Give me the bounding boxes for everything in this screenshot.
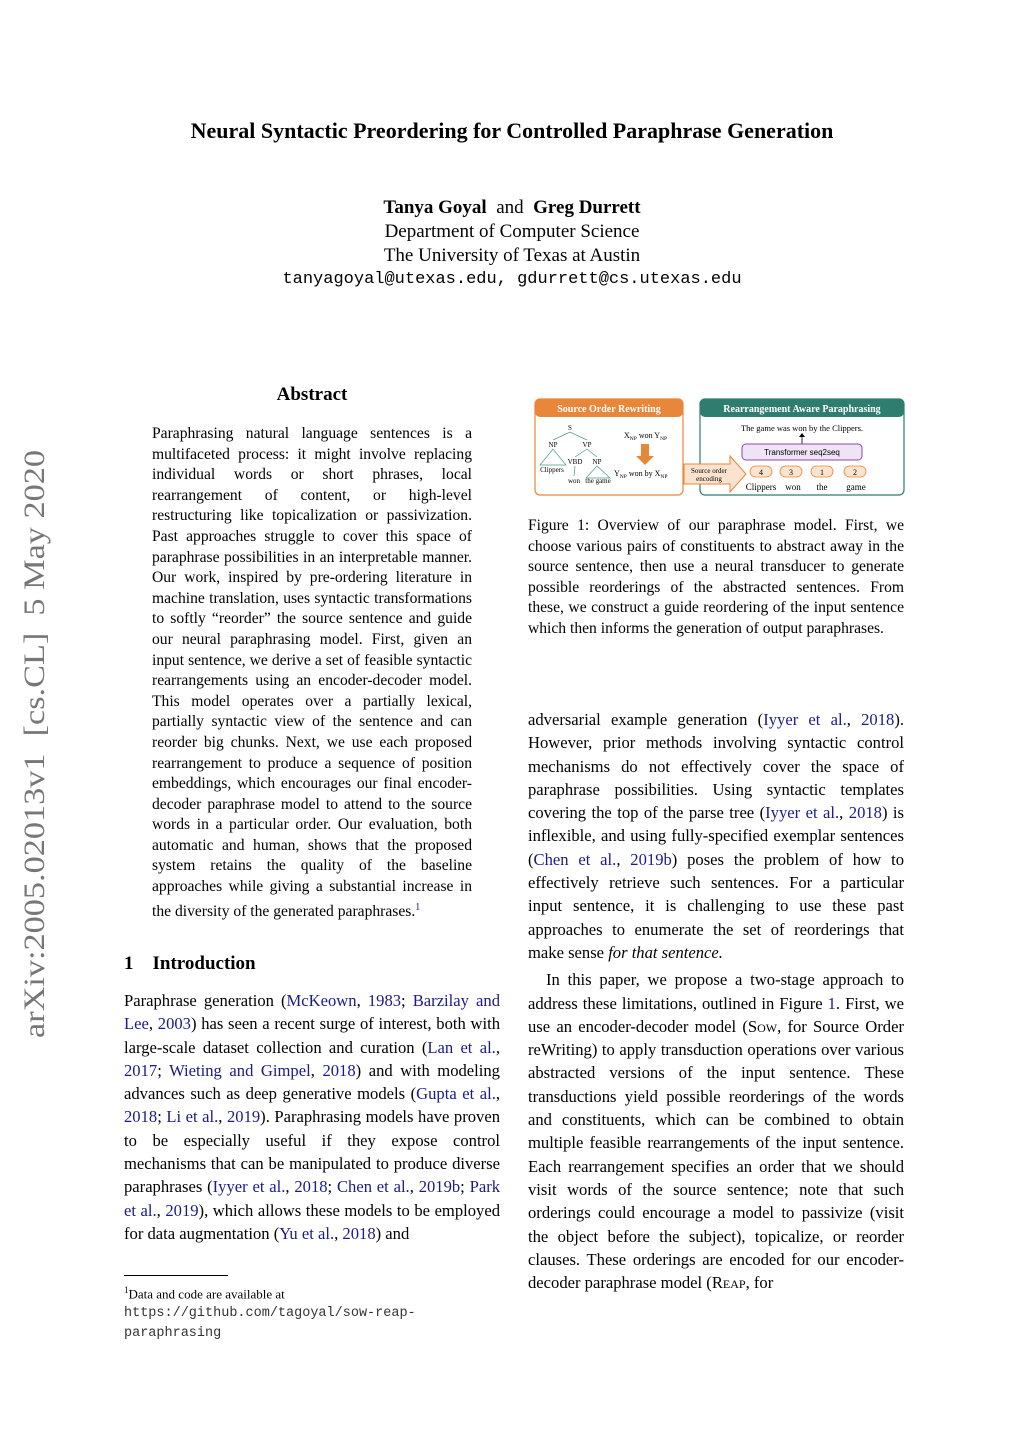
citation-link[interactable]: 2017 bbox=[124, 1060, 158, 1080]
text: ) and with modeling advances such as deep generative models ( bbox=[124, 1060, 500, 1104]
token: the bbox=[816, 482, 828, 492]
citation-link[interactable]: Gupta et al. bbox=[416, 1084, 496, 1104]
text: ; bbox=[460, 1177, 470, 1197]
author-university: The University of Texas at Austin bbox=[383, 245, 641, 266]
text: In this paper, we propose a two-stage approach to address these limitations, outlined in Figure bbox=[528, 970, 904, 1013]
text: ), which allows these models to be employed for data augmentation ( bbox=[124, 1200, 501, 1243]
text: , bbox=[285, 1177, 295, 1197]
down-arrow-shaft bbox=[641, 444, 649, 456]
citation-link[interactable]: 2018 bbox=[848, 803, 882, 823]
citation-link[interactable]: 2018 bbox=[124, 1107, 158, 1127]
citation-link[interactable]: 2019 bbox=[226, 1107, 261, 1127]
citation-link[interactable]: Iyyer et al. bbox=[763, 710, 847, 729]
text: adversarial example generation ( bbox=[528, 710, 764, 729]
section-title: Introduction bbox=[152, 953, 256, 974]
text: ) is inflexible, and using fully-specified exemplar sentences ( bbox=[528, 803, 904, 869]
text: , bbox=[156, 1200, 166, 1220]
figure-link[interactable]: 1 bbox=[827, 993, 836, 1013]
abstract-heading: Abstract bbox=[276, 384, 348, 405]
intro-paragraph bbox=[124, 989, 500, 1245]
tree-leaf: the game bbox=[585, 477, 611, 485]
emphasis: for that sentence. bbox=[608, 942, 723, 962]
model-name: Sow bbox=[747, 1016, 778, 1036]
position-value: 4 bbox=[759, 468, 763, 477]
author-block bbox=[0, 196, 1024, 292]
tree-leaf: won bbox=[567, 477, 581, 485]
tree-node: VBD bbox=[567, 458, 583, 466]
text: , bbox=[218, 1107, 227, 1127]
citation-link[interactable]: 2018 bbox=[322, 1060, 356, 1080]
text: , bbox=[495, 1084, 500, 1104]
position-value: 2 bbox=[853, 468, 857, 477]
arxiv-sidebar bbox=[6, 450, 52, 1040]
text: ). Paraphrasing models have proven to be especially useful if they expose control mechanisms that can be manipulated to produce diverse paraphrases ( bbox=[124, 1107, 500, 1197]
citation-link[interactable]: Park et al. bbox=[124, 1177, 501, 1220]
abstract-body bbox=[152, 424, 472, 922]
text: , bbox=[148, 1014, 158, 1034]
author-name: Tanya Goyal bbox=[383, 197, 487, 218]
text: ; bbox=[157, 1107, 167, 1127]
citation-link[interactable]: McKeown bbox=[286, 991, 357, 1010]
footnote-number: 1 bbox=[124, 1285, 129, 1295]
section-number: 1 bbox=[124, 953, 134, 974]
text: ) has seen a recent surge of interest, both with large-scale dataset collection and curation ( bbox=[124, 1014, 501, 1057]
citation-link[interactable]: 2003 bbox=[157, 1014, 191, 1034]
transformer-label: Transformer seq2seq bbox=[764, 448, 840, 457]
citation-link[interactable]: 2019b bbox=[630, 849, 672, 869]
text: , bbox=[356, 991, 368, 1010]
citation-link[interactable]: Wieting and Gimpel bbox=[169, 1060, 311, 1080]
position-value: 3 bbox=[789, 468, 793, 477]
footnote bbox=[124, 1281, 504, 1343]
arrow-label: Source order bbox=[691, 467, 727, 475]
footnote-url-link[interactable]: https://github.com/tagoyal/sow-reap-paraphrasing bbox=[124, 1306, 416, 1342]
author-name: Greg Durrett bbox=[533, 197, 641, 218]
citation-link[interactable]: Chen et al. bbox=[336, 1177, 410, 1197]
footnote-marker[interactable]: 1 bbox=[415, 901, 421, 913]
text: , bbox=[495, 1037, 500, 1057]
citation-link[interactable]: 2019b bbox=[418, 1177, 461, 1197]
citation-link[interactable]: Barzilay and Lee bbox=[124, 991, 500, 1034]
text: , for Source Order reWriting) to apply transduction operations over various abstracted versions of the input sentence. These transductions yield possible reorderings of the words and constituents, which can be combined to obtain multiple feasible rearrangements of the input sentence. Each rearrangement specifies an order that we should visit words of the source sentence; note that such orderings could encourage a model to passivize (visit the object before the subject), topicalize, or reorder clauses. These orderings are encoded for our encoder-decoder paraphrase model ( bbox=[528, 1016, 904, 1293]
abstracted-input: $X_{NP}$ won $Y_{NP}$ bbox=[624, 431, 668, 442]
paragraph bbox=[528, 968, 904, 1294]
paper-title: Neural Syntactic Preordering for Controlled Paraphrase Generation bbox=[190, 118, 834, 143]
abstract-text: Paraphrasing natural language sentences is a multifaceted process: it might involve replacing individual words or short phrases, local rearrangement of content, or high-level restructuring like topicalization or passivization. Past approaches struggle to cover this space of paraphrase possibilities in an interpretable manner. Our work, inspired by pre-ordering literature in machine translation, uses syntactic transformations to softly “reorder” the source sentence and guide our neural paraphrasing model. First, given an input sentence, we derive a set of feasible syntactic rearrangements using an encoder-decoder model. This model operates over a partially lexical, partially syntactic view of the sentence and can reorder big chunks. Next, we use each proposed rearrangement to produce a sequence of position embeddings, which encourages our final encoder-decoder paraphrase model to attend to the source words in a particular order. Our evaluation, both automatic and human, shows that the proposed system retains the quality of the baseline approaches while giving a substantial increase in the diversity of the generated paraphrases. bbox=[152, 425, 472, 920]
citation-link[interactable]: 2018 bbox=[342, 1223, 376, 1243]
text: ) and bbox=[375, 1223, 410, 1243]
citation-link[interactable]: Li et al. bbox=[166, 1107, 219, 1127]
footnote-text: Data and code are available at bbox=[128, 1286, 285, 1302]
right-panel-title: Rearrangement Aware Paraphrasing bbox=[723, 404, 881, 415]
text: , for bbox=[745, 1273, 774, 1293]
text: , bbox=[334, 1223, 343, 1243]
tree-node: S bbox=[568, 424, 572, 432]
text: , bbox=[310, 1060, 323, 1080]
citation-link[interactable]: 2019 bbox=[165, 1200, 199, 1220]
author-and: and bbox=[496, 197, 524, 218]
text: ; bbox=[157, 1060, 170, 1080]
arrow-label: encoding bbox=[696, 475, 722, 483]
text: ; bbox=[327, 1177, 337, 1197]
token: Clippers bbox=[745, 482, 777, 492]
position-value: 1 bbox=[820, 468, 824, 477]
model-name: Reap bbox=[711, 1273, 746, 1293]
citation-link[interactable]: Lan et al. bbox=[427, 1037, 496, 1057]
citation-link[interactable]: 2018 bbox=[294, 1177, 328, 1197]
citation-link[interactable]: Chen et al. bbox=[533, 849, 617, 869]
author-department: Department of Computer Science bbox=[384, 221, 640, 242]
tree-node: NP bbox=[592, 458, 602, 466]
text: ). However, prior methods involving syntactic control mechanisms do not effectively cover the space of paraphrase possibilities. Using syntactic templates covering the top of the parse tree ( bbox=[528, 710, 904, 823]
tree-node: NP bbox=[548, 441, 558, 449]
paragraph bbox=[528, 708, 904, 964]
section-heading bbox=[124, 953, 256, 975]
text: , bbox=[846, 710, 862, 729]
tree-node: VP bbox=[582, 441, 592, 449]
text: . First, we use an encoder-decoder model ( bbox=[528, 993, 905, 1036]
token: won bbox=[785, 482, 801, 492]
arxiv-identifier: arXiv:2005.02013v1 [cs.CL] 5 May 2020 bbox=[18, 523, 51, 1038]
text: , bbox=[409, 1177, 419, 1197]
abstracted-output: $Y_{NP}$ won by $X_{NP}$ bbox=[614, 469, 668, 480]
text: , bbox=[616, 849, 631, 869]
figure-1 bbox=[534, 398, 906, 498]
footnote-divider bbox=[124, 1275, 228, 1276]
figure-caption: Figure 1: Overview of our paraphrase model. First, we choose various pairs of constituents to abstract away in the source sentence, then use a neural transducer to generate possible reorderings of the abstracted sentences. From these, we construct a guide reordering of the input sentence which then informs the generation of output paraphrases. bbox=[528, 517, 904, 637]
citation-link[interactable]: 2018 bbox=[861, 710, 895, 729]
author-emails: tanyagoyal@utexas.edu, gdurrett@cs.utexas.edu bbox=[282, 270, 742, 289]
output-sentence: The game was won by the Clippers. bbox=[740, 423, 864, 433]
citation-link[interactable]: Iyyer et al. bbox=[765, 803, 840, 823]
text: ) poses the problem of how to effectively retrieve such sentences. For a particular input sentence, it is challenging to use these past approaches to enumerate the set of reorderings that make sense bbox=[528, 849, 905, 962]
citation-link[interactable]: Iyyer et al. bbox=[212, 1177, 286, 1197]
text: , bbox=[839, 803, 849, 823]
citation-link[interactable]: 1983 bbox=[367, 991, 402, 1010]
text: Paraphrase generation ( bbox=[124, 991, 287, 1010]
citation-link[interactable]: Yu et al. bbox=[279, 1223, 335, 1243]
left-panel-title: Source Order Rewriting bbox=[557, 404, 661, 415]
token: game bbox=[846, 482, 866, 492]
tree-leaf: Clippers bbox=[540, 466, 564, 474]
right-column bbox=[528, 708, 904, 1294]
text: ; bbox=[401, 991, 413, 1010]
